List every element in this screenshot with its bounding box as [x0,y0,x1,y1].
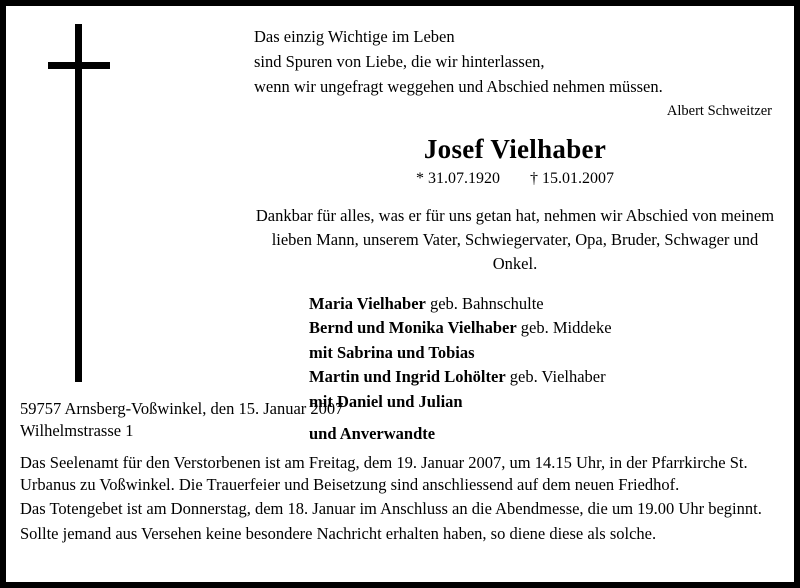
lower-text-block [6,398,794,545]
death-date: † 15.01.2007 [530,170,614,188]
list-item [309,365,776,388]
family-member-name: Martin und Ingrid Lohölter [309,367,506,387]
quote-line-2: sind Spuren von Liebe, die wir hinterlassen, [254,52,545,72]
quote-author: Albert Schweitzer [666,103,772,120]
quote-line-3: wenn wir ungefragt weggehen und Abschied nehmen müssen. [254,77,663,97]
family-member-suffix: geb. Vielhaber [505,367,606,387]
quote-block [254,24,776,99]
upper-text-block [254,16,776,446]
notice-paragraph: Das Seelenamt für den Verstorbenen ist am Freitag, dem 19. Januar 2007, um 14.15 Uhr, in der Pfarrkirche St. Urbanus zu Voßwinkel. Die Trauerfeier und Beisetzung sind anschliessend auf dem neuen Friedhof. [20,452,748,494]
cross-icon [48,24,110,382]
birth-date: * 31.07.1920 [416,170,500,188]
cross-vertical-bar [75,24,82,382]
tribute-text [254,204,776,276]
list-item [309,316,776,339]
address-line-2: Wilhelmstrasse 1 [20,421,134,441]
notice-paragraph: Das Totengebet ist am Donnerstag, dem 18. Januar im Anschluss an die Abendmesse, die um 19.00 Uhr beginnt. [20,499,762,519]
address-block [20,398,780,443]
tribute-line-1: Dankbar für alles, was er für uns getan hat, nehmen wir Abschied von meinem [255,206,775,226]
quote-line-1: Das einzig Wichtige im Leben [254,27,455,46]
deceased-name: Josef Vielhaber [423,134,607,165]
family-member-name: Bernd und Monika Vielhaber [309,318,517,338]
tribute-line-2: lieben Mann, unserem Vater, Schwiegervater, Opa, Bruder, Schwager und Onkel. [271,230,759,274]
notice-inner [6,6,794,582]
relatives-line: und Anverwandte [309,424,436,444]
list-item [309,292,776,315]
life-dates [254,170,776,188]
family-member-name: mit Daniel und Julian [309,391,463,411]
family-member-suffix: geb. Bahnschulte [425,294,544,313]
cross-horizontal-bar [48,62,110,69]
address-line-1: 59757 Arnsberg-Voßwinkel, den 15. Januar 2007 [20,399,344,418]
list-item [309,341,776,364]
family-member-name: mit Sabrina und Tobias [309,342,475,362]
family-member-name: Maria Vielhaber [309,294,426,313]
notice-paragraph: Sollte jemand aus Versehen keine besondere Nachricht erhalten haben, so diene diese als solche. [20,523,657,543]
family-member-suffix: geb. Middeke [516,318,612,338]
service-notice [20,452,780,546]
